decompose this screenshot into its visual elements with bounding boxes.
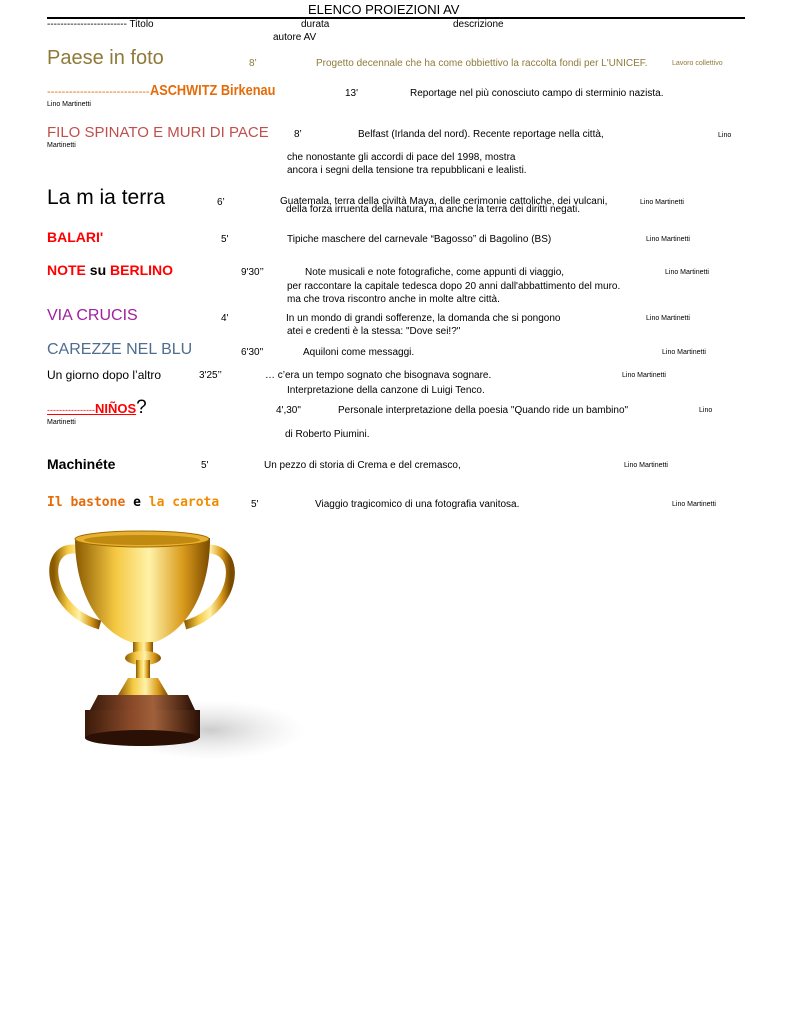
row-duration: 8’: [294, 129, 302, 140]
row-author-continued: Martinetti: [47, 419, 76, 426]
row-title-balari: BALARI': [47, 229, 104, 245]
row-author: Lavoro collettivo: [672, 60, 723, 67]
title-text: ASCHWITZ Birkenau: [149, 82, 275, 99]
row-description: Aquiloni come messaggi.: [303, 347, 415, 358]
row-title-via-crucis: VIA CRUCIS: [47, 307, 138, 324]
row-author: Lino: [718, 132, 732, 139]
row-title-machinete: Machinéte: [47, 456, 116, 472]
row-description-line3: ma che trova riscontro anche in molte altre città.: [287, 294, 500, 305]
title-part-e: e: [133, 495, 141, 510]
row-author: Lino Martinetti: [47, 101, 91, 108]
page-title: ELENCO PROIEZIONI AV: [308, 2, 460, 17]
row-description: Note musicali e note fotografiche, come appunti di viaggio,: [305, 267, 565, 278]
row-description-line2: Interpretazione della canzone di Luigi Tenco.: [287, 385, 485, 396]
row-author: Lino Martinetti: [662, 349, 706, 356]
row-description-line2: che nonostante gli accordi di pace del 1998, mostra: [287, 152, 516, 163]
row-description: Un pezzo di storia di Crema e del cremasco,: [264, 460, 461, 471]
column-header-descrizione: descrizione: [453, 19, 504, 30]
row-duration: 4': [221, 313, 229, 324]
title-part-su: su: [89, 262, 107, 278]
row-author: Lino Martinetti: [624, 462, 668, 469]
column-header-titolo: ------------------------ Titolo: [47, 19, 154, 30]
row-description-line2: per raccontare la capitale tedesca dopo 20 anni dall'abbattimento del muro.: [287, 281, 621, 292]
row-title-ninos: [47, 397, 147, 419]
row-description: Personale interpretazione della poesia "Quando ride un bambino": [338, 405, 629, 416]
title-question-mark: ?: [136, 397, 147, 418]
row-author: Lino Martinetti: [622, 372, 666, 379]
title-part-il-bastone: Il bastone: [47, 495, 126, 510]
row-description: Viaggio tragicomico di una fotografia vanitosa.: [315, 499, 520, 510]
row-duration: 8’: [249, 58, 257, 69]
row-description: Belfast (Irlanda del nord). Recente reportage nella città,: [358, 129, 604, 140]
row-title-filo-spinato: FILO SPINATO E MURI DI PACE: [47, 124, 269, 141]
row-description-line3: ancora i segni della tensione tra repubblicani e lealisti.: [287, 165, 527, 176]
row-title-aschwitz: [47, 82, 297, 100]
row-author-continued: Martinetti: [47, 142, 76, 149]
title-part-note: NOTE: [47, 262, 86, 278]
row-description: Progetto decennale che ha come obbiettivo la raccolta fondi per L'UNICEF.: [316, 58, 648, 69]
row-duration: 5': [221, 234, 229, 245]
trophy-icon: [40, 530, 310, 780]
row-description-line2: di Roberto Piumini.: [285, 429, 370, 440]
row-duration: 4',30": [276, 405, 301, 416]
title-dashes: ----------------: [47, 405, 95, 415]
row-title-il-bastone-e-la-carota: [47, 495, 219, 510]
row-description: Reportage nel più conosciuto campo di sterminio nazista.: [410, 88, 664, 99]
row-title-paese-in-foto: Paese in foto: [47, 47, 164, 69]
row-description: Guatemala, terra della civiltà Maya, delle cerimonie cattoliche, dei vulcani,: [280, 196, 608, 207]
title-part-berlino: BERLINO: [110, 262, 174, 278]
row-description-line2: atei e credenti è la stessa: "Dove sei!?": [287, 326, 461, 337]
row-author: Lino Martinetti: [646, 236, 690, 243]
row-author: Lino Martinetti: [640, 199, 684, 206]
row-author: Lino Martinetti: [672, 501, 716, 508]
row-duration: 13': [345, 88, 359, 99]
row-duration: 5': [251, 499, 259, 510]
row-description: … c’era un tempo sognato che bisognava sognare.: [265, 370, 492, 381]
row-duration: 6'30": [241, 347, 264, 358]
row-duration: 6’: [217, 197, 225, 208]
title-dashes: ----------------------------: [47, 86, 150, 98]
row-description: Tipiche maschere del carnevale “Bagosso” di Bagolino (BS): [287, 234, 552, 245]
row-title-un-giorno-dopo-laltro: Un giorno dopo l’altro: [47, 368, 162, 382]
row-title-carezze-nel-blu: CAREZZE NEL BLU: [47, 341, 193, 358]
title-text: NIÑOS: [94, 401, 137, 416]
row-duration: 3'25’’: [199, 370, 222, 381]
row-title-note-su-berlino: [47, 262, 173, 278]
row-author: Lino: [699, 407, 713, 414]
row-title-la-mia-terra: La m ia terra: [47, 186, 165, 209]
title-part-la-carota: la carota: [148, 495, 220, 510]
row-description: In un mondo di grandi sofferenze, la domanda che si pongono: [286, 313, 561, 324]
row-duration: 9'30’’: [241, 267, 264, 278]
row-author: Lino Martinetti: [665, 269, 709, 276]
row-description-line2: della forza irruenta della natura, ma anche la terra dei diritti negati.: [286, 204, 581, 215]
column-header-durata: durata: [301, 19, 330, 30]
row-author: Lino Martinetti: [646, 315, 690, 322]
row-duration: 5': [201, 460, 209, 471]
column-header-autore: autore AV: [273, 32, 317, 43]
